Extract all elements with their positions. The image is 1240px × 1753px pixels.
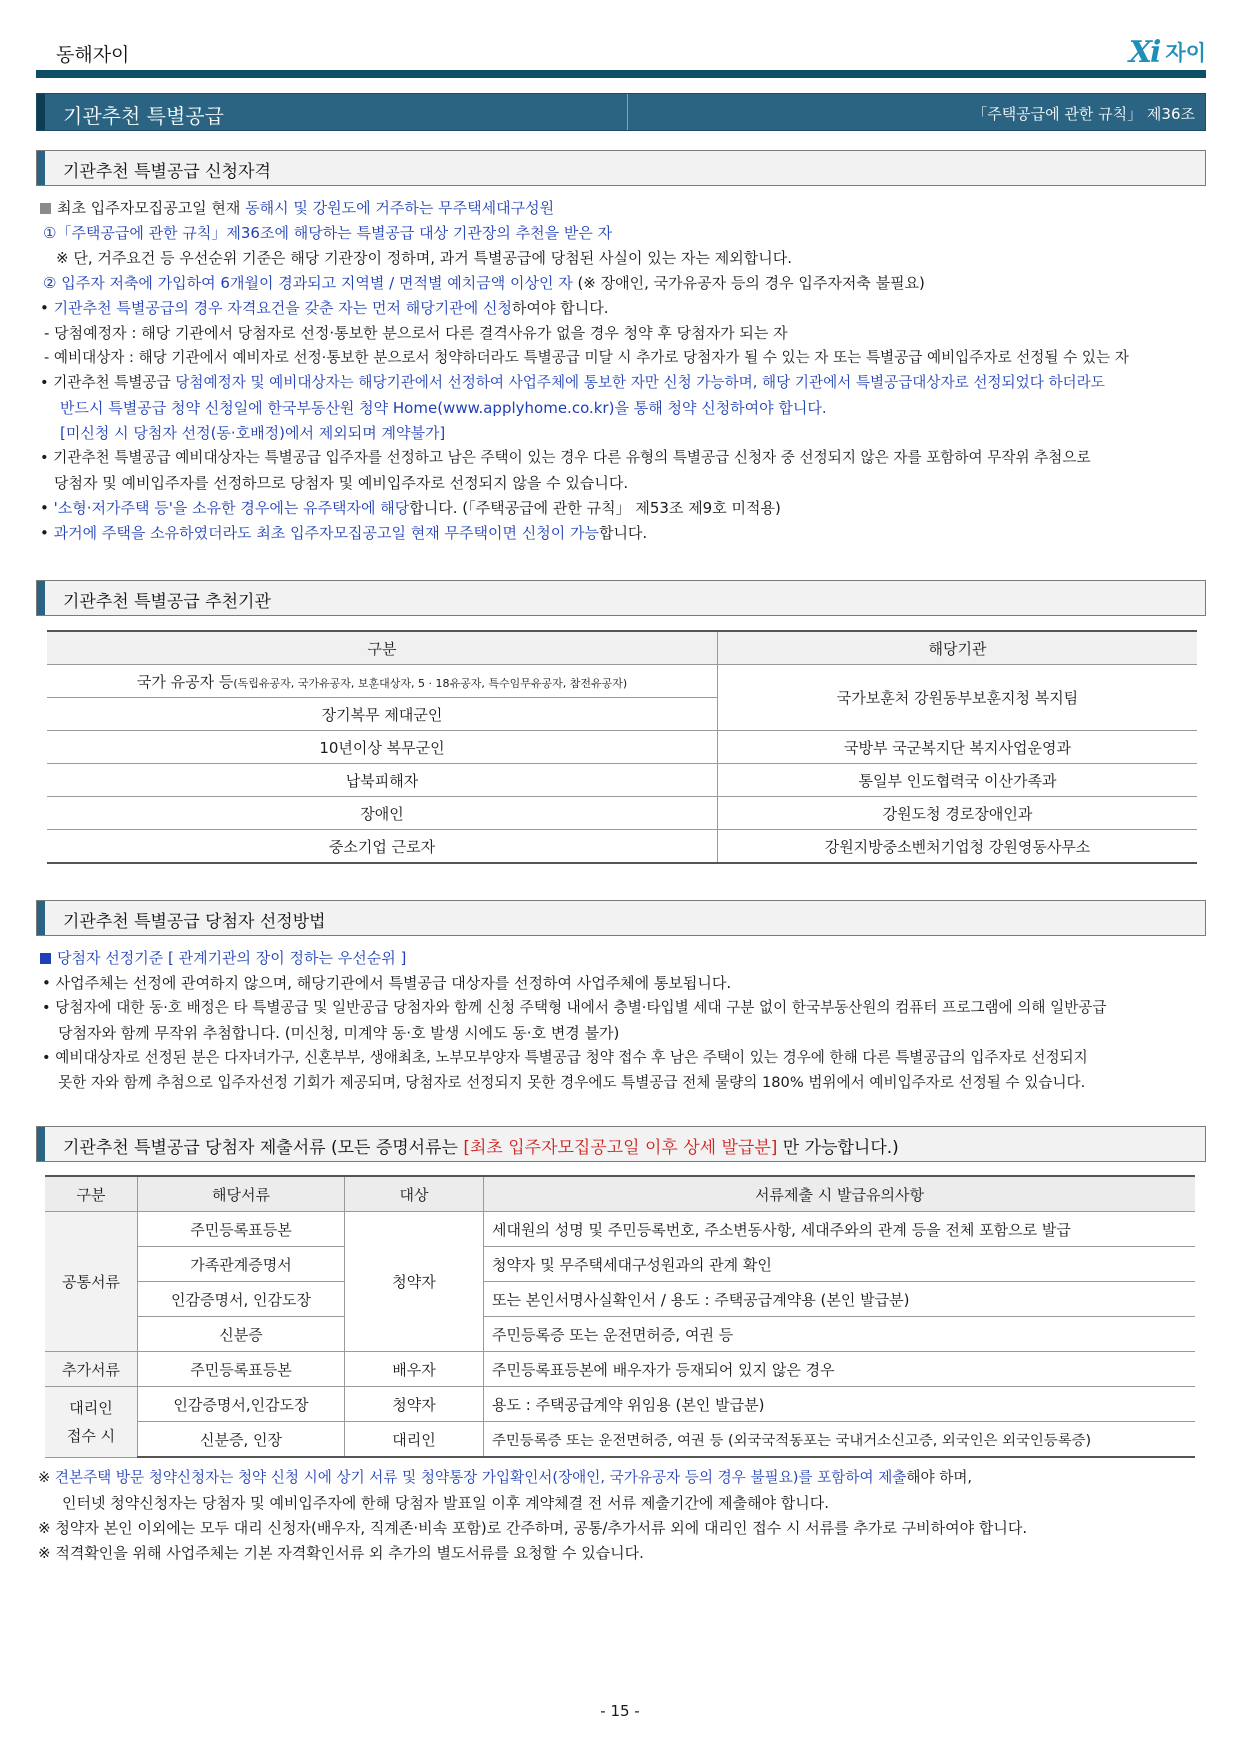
qualification-line-11: • 기관추천 특별공급 예비대상자는 특별공급 입주자를 선정하고 남은 주택이 있는 경우 다른 유형의 특별공급 신청자 중 선정되지 않은 자를 포함하여 무작위 추첨으로: [40, 449, 1091, 466]
table-row: 장애인 강원도청 경로장애인과: [47, 797, 1197, 830]
group-common: 공통서류: [45, 1212, 138, 1352]
square-bullet-icon: [40, 203, 51, 214]
selection-heading-bar: [36, 900, 1206, 936]
qualification-line-4: ② 입주자 저축에 가입하여 6개월이 경과되고 지역별 / 면적별 예치금액 이상인 자 (※ 장애인, 국가유공자 등의 경우 입주자저축 불필요): [43, 274, 925, 292]
agencies-heading: 기관추천 특별공급 추천기관: [63, 592, 271, 612]
agencies-col-agency: 해당기관: [718, 631, 1198, 665]
selection-line-3: 당첨자와 함께 무작위 추첨합니다. (미신청, 미계약 동·호 발생 시에도 동·호 변경 불가): [58, 1024, 620, 1042]
agencies-heading-bar: [36, 580, 1206, 616]
qualification-line-9: 반드시 특별공급 청약 신청일에 한국부동산원 청약 Home(www.applyhome.co.kr)을 통해 청약 신청하여야 합니다.: [60, 399, 827, 417]
documents-col-group: 구분: [45, 1176, 138, 1212]
documents-note-1: ※ 견본주택 방문 청약신청자는 청약 신청 시에 상기 서류 및 청약통장 가입확인서(장애인, 국가유공자 등의 경우 불필요)를 포함하여 제출해야 하며,: [38, 1469, 973, 1486]
qualification-line-13: • '소형·저가주택 등'을 소유한 경우에는 유주택자에 해당합니다. (「주택공급에 관한 규칙」 제53조 제9호 미적용): [40, 499, 781, 517]
regulation-reference: 「주택공급에 관한 규칙」 제36조: [972, 105, 1195, 123]
qualification-line-7: - 예비대상자 : 해당 기관에서 예비자로 선정·통보한 분으로서 청약하더라도 특별공급 미달 시 추가로 당첨자가 될 수 있는 자 또는 특별공급 예비입주자로 선정될 수 있는 자: [44, 349, 1129, 366]
documents-heading: 기관추천 특별공급 당첨자 제출서류 (모든 증명서류는 [최초 입주자모집공고일 이후 상세 발급분] 만 가능합니다.): [63, 1138, 899, 1158]
qualification-line-5: • 기관추천 특별공급의 경우 자격요건을 갖춘 자는 먼저 해당기관에 신청하여야 합니다.: [40, 299, 609, 317]
qualification-line-12: 당첨자 및 예비입주자를 선정하므로 당첨자 및 예비입주자로 선정되지 않을 수 있습니다.: [54, 474, 629, 492]
main-section-title: 기관추천 특별공급: [63, 104, 224, 128]
xi-logo-mark: Xi: [1128, 34, 1160, 70]
qualification-line-2: ①「주택공급에 관한 규칙」제36조에 해당하는 특별공급 대상 기관장의 추천을 받은 자: [43, 224, 613, 242]
agencies-table: [47, 630, 1197, 864]
documents-col-note: 서류제출 시 발급유의사항: [484, 1176, 1196, 1212]
table-row: 가족관계증명서 청약자 및 무주택세대구성원과의 관계 확인: [45, 1247, 1195, 1282]
qualification-line-3: ※ 단, 거주요건 등 우선순위 기준은 해당 기관장이 정하며, 과거 특별공급에 당첨된 사실이 있는 자는 제외합니다.: [56, 249, 792, 267]
documents-table: [45, 1175, 1195, 1458]
selection-line-2: • 당첨자에 대한 동·호 배정은 타 특별공급 및 일반공급 당첨자와 함께 신청 주택형 내에서 층별·타입별 세대 구분 없이 한국부동산원의 컴퓨터 프로그램에 의해 일반공급: [42, 999, 1107, 1016]
documents-note-3: ※ 청약자 본인 이외에는 모두 대리 신청자(배우자, 직계존·비속 포함)로 간주하며, 공통/추가서류 외에 대리인 접수 시 서류를 추가로 구비하여야 합니다.: [38, 1519, 1028, 1537]
qualification-line-14: • 과거에 주택을 소유하였더라도 최초 입주자모집공고일 현재 무주택이면 신청이 가능합니다.: [40, 524, 648, 542]
qualification-line-1: 최초 입주자모집공고일 현재 동해시 및 강원도에 거주하는 무주택세대구성원: [40, 197, 554, 219]
xi-logo-text: 자이: [1165, 41, 1206, 65]
page-number: - 15 -: [600, 1702, 640, 1720]
qualification-line-10: [미신청 시 당첨자 선정(동·호배정)에서 제외되며 계약불가]: [60, 424, 446, 442]
table-row: 장기복무 제대군인: [47, 698, 1197, 731]
documents-note-4: ※ 적격확인을 위해 사업주체는 기본 자격확인서류 외 추가의 별도서류를 요청할 수 있습니다.: [38, 1544, 644, 1562]
main-section-title-bar: [36, 93, 1206, 131]
selection-line-5: 못한 자와 함께 추첨으로 입주자선정 기회가 제공되며, 당첨자로 선정되지 못한 경우에도 특별공급 전체 물량의 180% 범위에서 예비입주자로 선정될 수 있습니다.: [58, 1074, 1086, 1091]
table-row: 신분증, 인장 대리인 주민등록증 또는 운전면허증, 여권 등 (외국국적동포는 국내거소신고증, 외국인은 외국인등록증): [45, 1422, 1195, 1458]
table-row: 납북피해자 통일부 인도협력국 이산가족과: [47, 764, 1197, 797]
table-row: 공통서류 주민등록표등본 청약자 세대원의 성명 및 주민등록번호, 주소변동사항, 세대주와의 관계 등을 전체 포함으로 발급: [45, 1212, 1195, 1247]
documents-col-target: 대상: [345, 1176, 484, 1212]
selection-heading: 기관추천 특별공급 당첨자 선정방법: [63, 912, 326, 932]
documents-note-2: 인터넷 청약신청자는 당첨자 및 예비입주자에 한해 당첨자 발표일 이후 계약체결 전 서류 제출기간에 제출해야 합니다.: [62, 1494, 830, 1512]
table-row: 추가서류 주민등록표등본 배우자 주민등록표등본에 배우자가 등재되어 있지 않은 경우: [45, 1352, 1195, 1387]
qualification-line-8: • 기관추천 특별공급 당첨예정자 및 예비대상자는 해당기관에서 선정하여 사업주체에 통보한 자만 신청 가능하며, 해당 기관에서 특별공급대상자로 선정되었다 하더라도: [40, 374, 1105, 391]
selection-line-1: • 사업주체는 선정에 관여하지 않으며, 해당기관에서 특별공급 대상자를 선정하여 사업주체에 통보됩니다.: [42, 974, 732, 992]
document-title: 동해자이: [56, 44, 130, 66]
table-row: 인감증명서, 인감도장 또는 본인서명사실확인서 / 용도 : 주택공급계약용 (본인 발급분): [45, 1282, 1195, 1317]
qualification-line-6: - 당첨예정자 : 해당 기관에서 당첨자로 선정·통보한 분으로서 다른 결격사유가 없을 경우 청약 후 당첨자가 되는 자: [44, 324, 788, 342]
selection-line-4: • 예비대상자로 선정된 분은 다자녀가구, 신혼부부, 생애최초, 노부모부양자 특별공급 청약 접수 후 남은 주택이 있는 경우에 한해 다른 특별공급의 입주자로 선정되지: [42, 1049, 1088, 1066]
blue-square-bullet-icon: [40, 953, 51, 964]
qualification-heading: 기관추천 특별공급 신청자격: [63, 162, 271, 182]
xi-logo: [1129, 36, 1206, 68]
qualification-heading-bar: [36, 150, 1206, 186]
page-header: [56, 36, 1206, 72]
table-row: 국가 유공자 등(독립유공자, 국가유공자, 보훈대상자, 5 · 18유공자, 특수임무유공자, 참전유공자) 국가보훈처 강원동부보훈지청 복지팀: [47, 665, 1197, 698]
selection-criteria: 당첨자 선정기준 [ 관계기관의 장이 정하는 우선순위 ]: [40, 947, 406, 969]
table-row: 10년이상 복무군인 국방부 국군복지단 복지사업운영과: [47, 731, 1197, 764]
table-row: 대리인 접수 시 인감증명서,인감도장 청약자 용도 : 주택공급계약 위임용 (본인 발급분): [45, 1387, 1195, 1422]
header-rule: [36, 70, 1206, 78]
agencies-col-category: 구분: [47, 631, 718, 665]
documents-col-doc: 해당서류: [138, 1176, 345, 1212]
documents-heading-bar: [36, 1126, 1206, 1162]
group-proxy: 대리인 접수 시: [45, 1387, 138, 1458]
table-row: 신분증 주민등록증 또는 운전면허증, 여권 등: [45, 1317, 1195, 1352]
group-extra: 추가서류: [45, 1352, 138, 1387]
table-row: 중소기업 근로자 강원지방중소벤처기업청 강원영동사무소: [47, 830, 1197, 864]
